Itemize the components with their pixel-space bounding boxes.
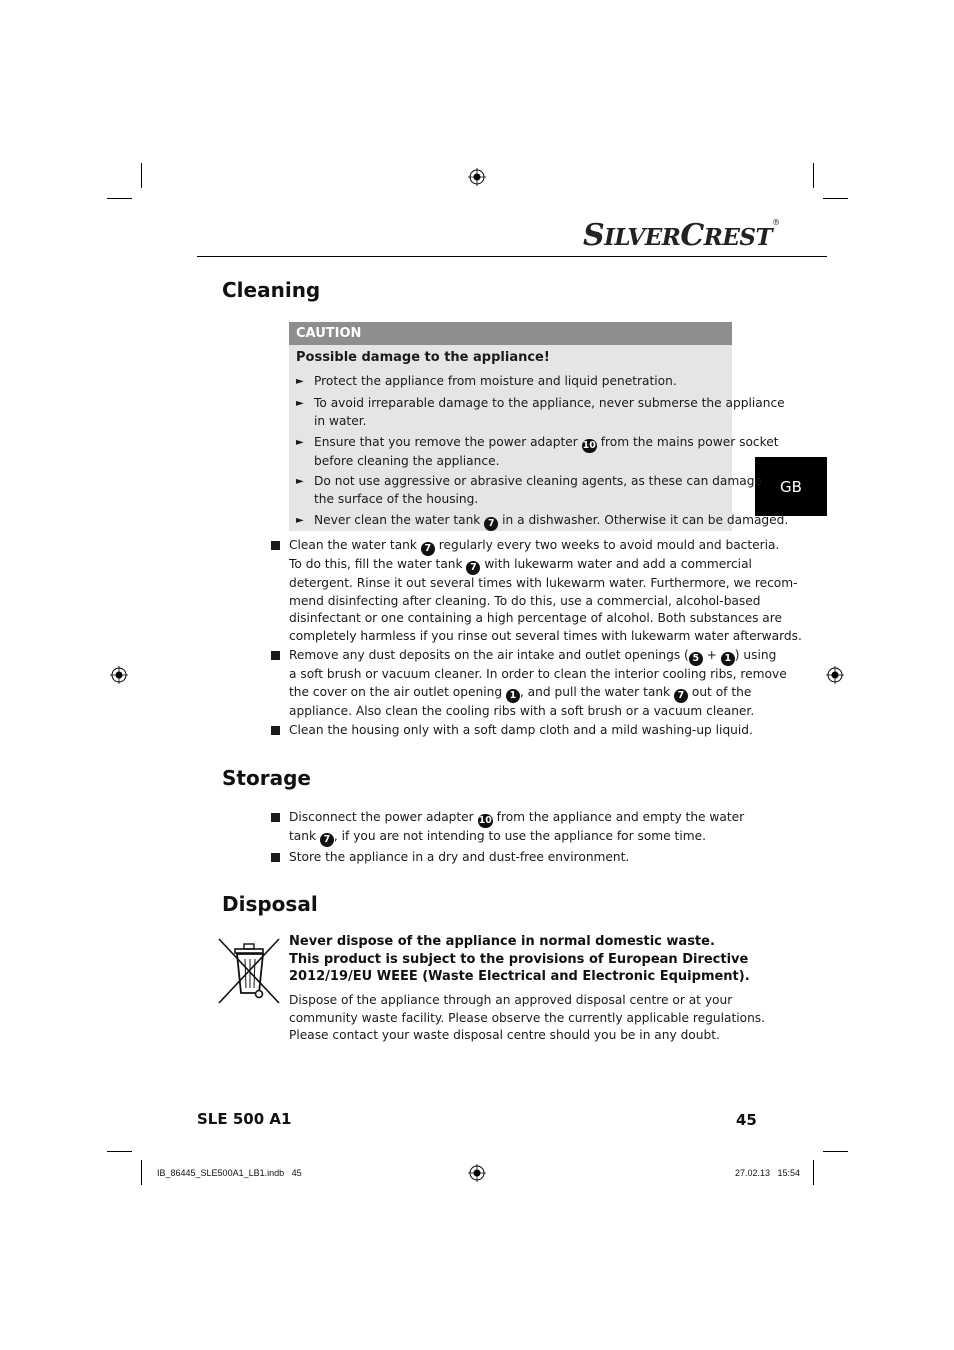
text-line [289, 703, 787, 721]
text-line [289, 828, 744, 847]
text-line [289, 628, 802, 646]
registration-mark-icon [826, 666, 844, 684]
reference-number-badge: 7 [484, 517, 498, 531]
caution-item-text [314, 434, 779, 471]
text-line [314, 491, 734, 509]
slug-file: IB_86445_SLE500A1_LB1.indb 45 [157, 1168, 302, 1178]
reference-number-badge: 7 [466, 561, 480, 575]
text-segment: the surface of the housing. [314, 491, 479, 506]
text-segment: completely harmless if you rinse out several times with lukewarm water afterwards. [289, 628, 802, 643]
cleaning-heading: Cleaning [222, 278, 321, 302]
text-segment: + [702, 648, 721, 662]
arrow-bullet-icon: ► [296, 515, 304, 526]
text-line: This product is subject to the provisions of European Directive [289, 951, 749, 967]
text-segment: , and pull the water tank [519, 684, 674, 699]
text-segment: ) using [734, 648, 777, 662]
text-line: 2012/19/EU WEEE (Waste Electrical and Electronic Equipment). [289, 969, 750, 984]
text-segment: from the mains power socket [596, 435, 779, 449]
bullet-paragraph [289, 849, 629, 867]
text-line: Please contact your waste disposal centre should you be in any doubt. [289, 1028, 720, 1042]
text-line [289, 647, 787, 666]
text-line [289, 684, 787, 703]
text-segment: a soft brush or vacuum cleaner. In order to clean the interior cooling ribs, remove [289, 667, 787, 681]
square-bullet-icon [271, 813, 280, 822]
text-line [314, 512, 789, 531]
square-bullet-icon [271, 541, 280, 550]
text-line [289, 556, 802, 575]
bullet-paragraph [289, 722, 753, 740]
square-bullet-icon [271, 726, 280, 735]
square-bullet-icon [271, 651, 280, 660]
reference-number-badge: 7 [674, 689, 688, 703]
reference-number-badge: 5 [689, 652, 703, 666]
disposal-warning [289, 933, 750, 986]
caution-item-text [314, 473, 762, 508]
header-rule [197, 256, 827, 257]
text-segment: the cover on the air outlet opening [289, 684, 506, 699]
arrow-bullet-icon: ► [296, 437, 304, 448]
text-line: Never dispose of the appliance in normal domestic waste. [289, 934, 715, 949]
text-segment: from the appliance and empty the water [492, 810, 745, 824]
text-line [289, 575, 802, 593]
disposal-heading: Disposal [222, 892, 318, 916]
brand-logo: SILVERCREST® [583, 218, 780, 253]
text-segment: appliance. Also clean the cooling ribs with a soft brush or a vacuum cleaner. [289, 703, 755, 718]
text-segment: in a dishwasher. Otherwise it can be damaged. [498, 513, 789, 527]
text-segment: disinfectant or one containing a high percentage of alcohol. Both substances are [289, 611, 782, 625]
text-line [289, 593, 802, 611]
caution-item-text [314, 395, 785, 430]
language-tab-label: GB [780, 477, 802, 496]
caution-label: CAUTION [289, 322, 732, 345]
text-line [289, 610, 802, 628]
text-line: community waste facility. Please observe the currently applicable regulations. [289, 1010, 766, 1025]
arrow-bullet-icon: ► [296, 398, 304, 409]
registration-mark-icon [468, 1164, 486, 1182]
text-segment: Never clean the water tank [314, 513, 485, 527]
caution-item-text [314, 512, 789, 531]
page-number: 45 [736, 1111, 757, 1129]
reference-number-badge: 1 [721, 652, 735, 666]
crossed-out-wheelie-bin-icon [217, 937, 281, 1005]
bullet-paragraph [289, 537, 802, 645]
text-line [289, 849, 629, 867]
reference-number-badge: 10 [478, 815, 492, 826]
text-segment: , if you are not intending to use the appliance for some time. [333, 829, 706, 843]
text-line [289, 809, 744, 828]
text-line [314, 373, 734, 391]
slug-date: 27.02.13 15:54 [735, 1168, 801, 1178]
text-segment: Clean the water tank [289, 538, 421, 552]
text-segment: To avoid irreparable damage to the appliance, never submerse the appliance [314, 396, 785, 410]
text-segment: before cleaning the appliance. [314, 454, 500, 468]
text-line [289, 666, 787, 684]
text-segment: in water. [314, 413, 367, 428]
registration-mark-icon [110, 666, 128, 684]
caution-subtitle: Possible damage to the appliance! [296, 350, 550, 365]
text-line [314, 473, 762, 491]
text-line [314, 395, 785, 413]
text-segment: Disconnect the power adapter [289, 810, 478, 824]
caution-box [289, 322, 789, 531]
text-segment: Protect the appliance from moisture and liquid penetration. [314, 374, 677, 388]
text-line [289, 537, 802, 556]
storage-heading: Storage [222, 766, 311, 790]
square-bullet-icon [271, 853, 280, 862]
text-segment: out of the [687, 684, 752, 699]
text-segment: mend disinfecting after cleaning. To do this, use a commercial, alcohol-based [289, 593, 761, 608]
arrow-bullet-icon: ► [296, 376, 304, 387]
text-segment: Do not use aggressive or abrasive cleaning agents, as these can damage [314, 474, 762, 488]
text-line: Dispose of the appliance through an approved disposal centre or at your [289, 993, 733, 1007]
reference-number-badge: 7 [421, 542, 435, 556]
model-name: SLE 500 A1 [197, 1110, 292, 1128]
reference-number-badge: 7 [320, 833, 334, 847]
text-line [289, 722, 753, 740]
arrow-bullet-icon: ► [296, 476, 304, 487]
text-line [314, 413, 734, 431]
text-segment: regularly every two weeks to avoid mould and bacteria. [434, 538, 780, 552]
text-segment: with lukewarm water and add a commercial [480, 557, 752, 571]
text-segment: detergent. Rinse it out several times with lukewarm water. Furthermore, we recom- [289, 576, 798, 590]
disposal-instructions [289, 992, 765, 1045]
text-segment: Clean the housing only with a soft damp cloth and a mild washing-up liquid. [289, 723, 753, 737]
caution-item-text [314, 373, 734, 391]
registered-mark: ® [772, 218, 780, 227]
text-line [314, 453, 734, 471]
bullet-paragraph [289, 809, 744, 847]
reference-number-badge: 10 [582, 440, 596, 451]
text-segment: Remove any dust deposits on the air intake and outlet openings ( [289, 648, 689, 662]
bullet-paragraph [289, 647, 787, 720]
text-segment: Store the appliance in a dry and dust-free environment. [289, 850, 630, 864]
text-segment: tank [289, 829, 320, 843]
text-segment: Ensure that you remove the power adapter [314, 435, 582, 449]
registration-mark-icon [468, 168, 486, 186]
text-segment: To do this, fill the water tank [289, 557, 467, 571]
text-line [314, 434, 779, 453]
reference-number-badge: 1 [506, 689, 520, 703]
language-tab [755, 457, 827, 516]
